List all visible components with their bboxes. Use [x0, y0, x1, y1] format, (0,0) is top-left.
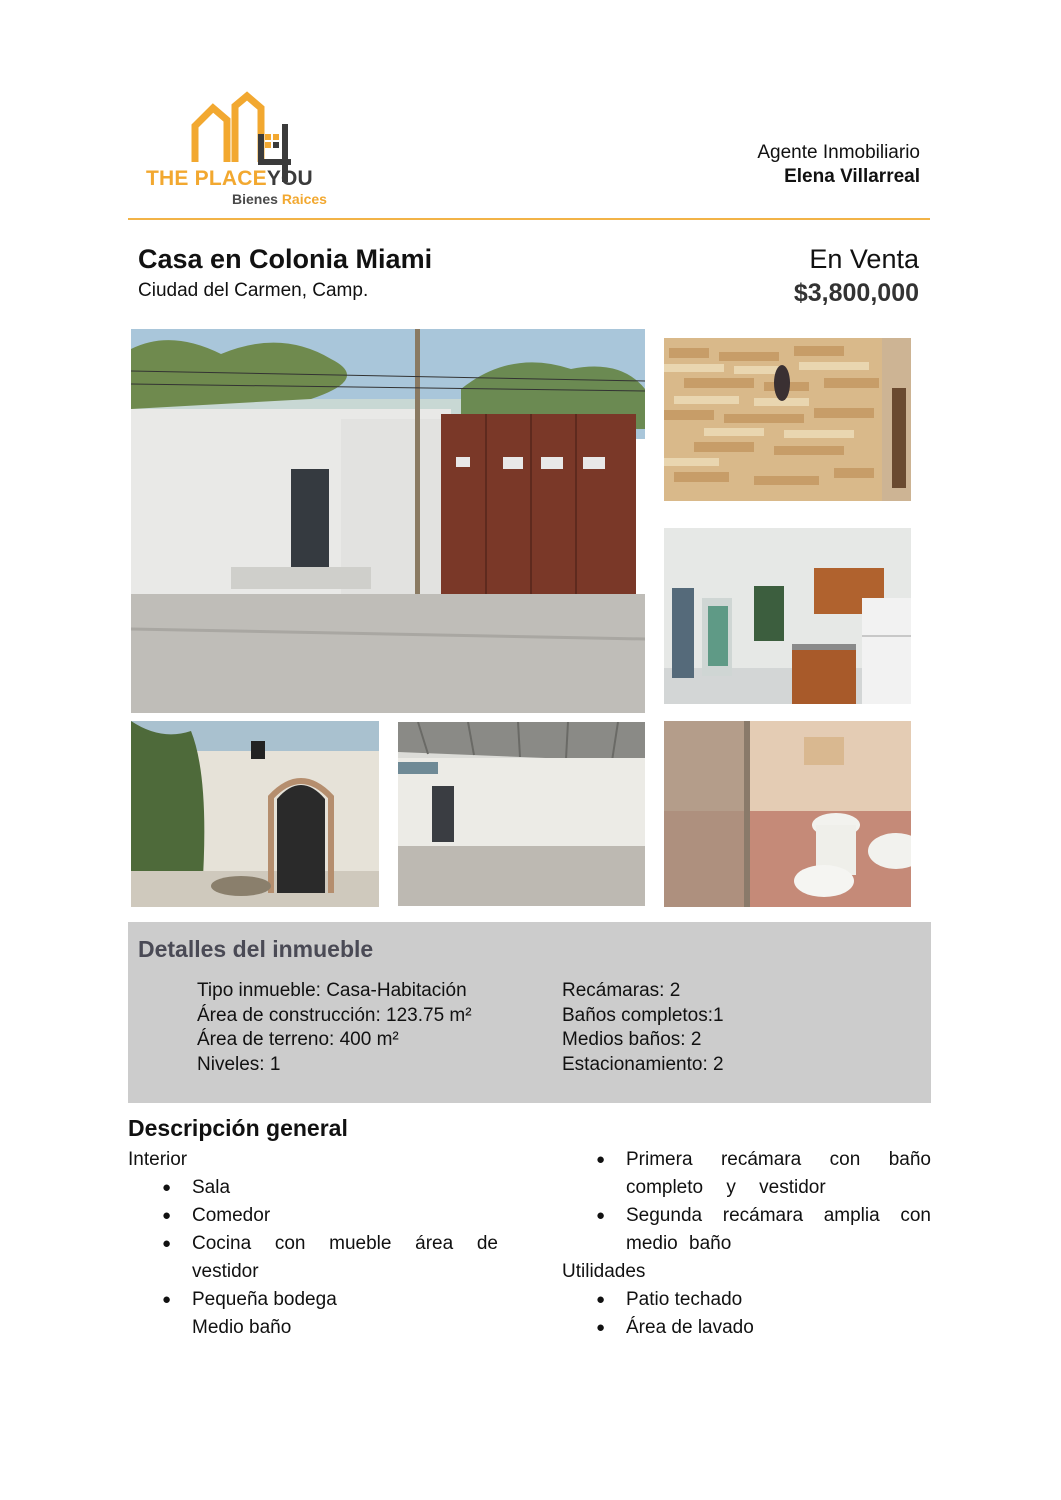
detail-parking: Estacionamiento: 2	[562, 1053, 724, 1075]
details-left-column	[197, 979, 472, 1077]
agent-block	[757, 141, 920, 189]
listing-price: $3,800,000	[793, 279, 919, 307]
photo-bathroom	[664, 721, 911, 907]
logo-tagline: Bienes Raices	[232, 191, 327, 207]
listing-title: Casa en Colonia Miami	[138, 244, 433, 274]
interior-list	[128, 1174, 498, 1314]
logo-wordmark: THE PLACEYOU	[146, 167, 313, 190]
utilities-label: Utilidades	[562, 1261, 646, 1282]
utilities-list	[562, 1286, 931, 1342]
detail-full-baths: Baños completos:1	[562, 1004, 724, 1026]
list-item: ● Cocina con mueble área de vestidor	[128, 1230, 498, 1286]
list-item: ● Comedor	[128, 1202, 498, 1230]
detail-half-baths: Medios baños: 2	[562, 1029, 702, 1050]
interior-list-continued	[562, 1146, 931, 1258]
photo-stone-wall	[664, 338, 911, 501]
agent-role: Agente Inmobiliario	[757, 142, 920, 163]
list-item: ● Patio techado	[562, 1286, 931, 1314]
detail-bedrooms: Recámaras: 2	[562, 980, 681, 1001]
photo-kitchen	[664, 528, 911, 704]
photo-covered-patio	[398, 722, 645, 906]
agent-name: Elena Villarreal	[784, 166, 920, 187]
details-heading: Detalles del inmueble	[138, 936, 374, 962]
details-right-column	[562, 979, 724, 1077]
listing-status: En Venta	[809, 244, 919, 274]
header-divider	[128, 218, 930, 220]
detail-property-type: Tipo inmueble: Casa-Habitación	[197, 980, 467, 1001]
description-right-column	[562, 1146, 931, 1342]
description-left-column	[128, 1146, 498, 1342]
photo-facade	[131, 329, 645, 713]
list-item: ● Pequeña bodega	[128, 1286, 498, 1314]
list-item: ● Primera recámara con baño completo y vestidor	[562, 1146, 931, 1202]
description-heading: Descripción general	[128, 1115, 348, 1141]
list-item: ● Sala	[128, 1174, 498, 1202]
interior-label: Interior	[128, 1149, 188, 1170]
detail-land-area: Área de terreno: 400 m²	[197, 1029, 399, 1050]
detail-construction-area: Área de construcción: 123.75 m²	[197, 1004, 472, 1026]
listing-location: Ciudad del Carmen, Camp.	[138, 280, 369, 301]
interior-extra: Medio baño	[192, 1317, 292, 1338]
list-item: ● Segunda recámara amplia con medio baño	[562, 1202, 931, 1258]
list-item: ● Área de lavado	[562, 1314, 931, 1342]
detail-levels: Niveles: 1	[197, 1053, 281, 1075]
photo-arched-door	[131, 721, 379, 907]
